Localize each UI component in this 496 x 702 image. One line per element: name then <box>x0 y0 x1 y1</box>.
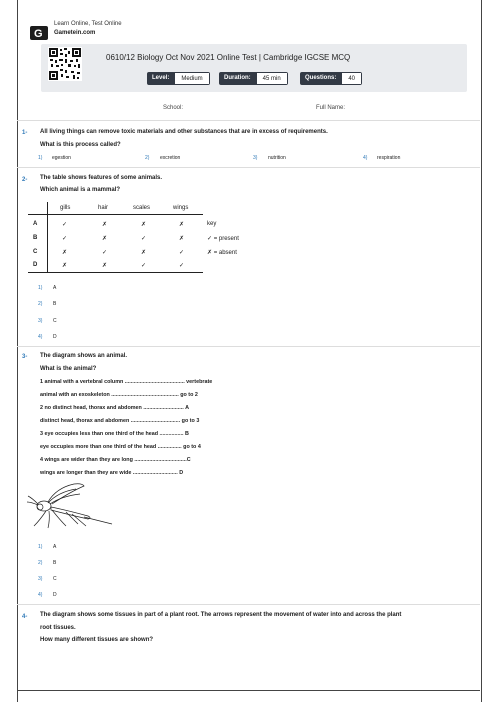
table-cell: ✗ <box>141 222 147 228</box>
table-cell: ✓ <box>179 250 185 256</box>
question-text: Which animal is a mammal? <box>40 187 121 193</box>
option-number: 3) <box>38 318 43 324</box>
key-line: 1 animal with a vertebral column ........................................ vertebrate <box>40 379 213 385</box>
option-excretion[interactable]: excretion <box>160 155 181 161</box>
full-name-field-label: Full Name: <box>316 105 346 111</box>
divider <box>17 346 480 347</box>
divider <box>17 604 480 605</box>
question-text: The diagram shows some tissues in part of a plant root. The arrows represent the movement of water into and across the plant <box>40 612 402 618</box>
option-number: 4) <box>363 155 368 161</box>
option-number: 3) <box>253 155 258 161</box>
option-nutrition[interactable]: nutrition <box>268 155 286 161</box>
option-respiration[interactable]: respiration <box>377 155 401 161</box>
table-cell: ✗ <box>102 263 108 269</box>
key-text: key <box>207 221 217 227</box>
key-line: animal with an exoskeleton ............................................. go to 2 <box>40 392 198 398</box>
duration-value: 45 min <box>256 72 288 85</box>
row-label: C <box>33 249 38 255</box>
key-line: eye occupies more than one third of the head ................ go to 4 <box>40 444 201 450</box>
option-number: 3) <box>38 576 43 582</box>
page-bottom-rule <box>17 690 480 691</box>
table-cell: ✓ <box>102 250 108 256</box>
table-rule <box>28 272 203 273</box>
option-number: 2) <box>38 301 43 307</box>
qr-code-icon <box>48 47 82 81</box>
table-cell: ✗ <box>102 236 108 242</box>
table-header: scales <box>133 205 151 211</box>
page-title: 0610/12 Biology Oct Nov 2021 Online Test | Cambridge IGCSE MCQ <box>106 53 351 62</box>
question-text: How many different tissues are shown? <box>40 637 154 643</box>
question-text: root tissues. <box>40 625 76 631</box>
svg-text:G: G <box>34 28 43 40</box>
option-number: 1) <box>38 285 43 291</box>
option-number: 4) <box>38 592 43 598</box>
questions-value: 40 <box>341 72 362 85</box>
level-value: Medium <box>174 72 209 85</box>
question-number: 1- <box>22 130 28 136</box>
option-number: 1) <box>38 155 43 161</box>
table-header: hair <box>98 205 109 211</box>
questions-badge <box>300 72 362 85</box>
option-c[interactable]: C <box>53 576 57 582</box>
table-cell: ✓ <box>62 222 68 228</box>
divider <box>17 167 480 168</box>
table-cell: ✓ <box>62 236 68 242</box>
page-frame <box>17 0 482 702</box>
row-label: B <box>33 235 38 241</box>
table-cell: ✗ <box>179 222 185 228</box>
option-c[interactable]: C <box>53 318 57 324</box>
key-line: distinct head, thorax and abdomen ................................. go to 3 <box>40 418 200 424</box>
row-label: D <box>33 262 38 268</box>
question-number: 3- <box>22 354 28 360</box>
table-header: wings <box>173 205 189 211</box>
option-b[interactable]: B <box>53 560 57 566</box>
table-cell: ✗ <box>62 263 68 269</box>
table-cell: ✗ <box>62 250 68 256</box>
table-header: gills <box>60 205 71 211</box>
duration-badge <box>219 72 288 85</box>
key-text: ✓ = present <box>207 236 239 242</box>
option-number: 2) <box>38 560 43 566</box>
key-text: ✗ = absent <box>207 250 237 256</box>
insect-diagram <box>26 480 116 530</box>
option-number: 4) <box>38 334 43 340</box>
brand-tagline: Learn Online, Test Online <box>54 21 122 27</box>
option-number: 1) <box>38 544 43 550</box>
table-cell: ✗ <box>141 250 147 256</box>
questions-label: Questions: <box>300 72 341 85</box>
question-text: What is the animal? <box>40 366 97 372</box>
option-a[interactable]: A <box>53 544 57 550</box>
question-text: All living things can remove toxic materials and other substances that are in excess of requirements. <box>40 129 328 135</box>
brand-site: Gametein.com <box>54 30 96 36</box>
table-cell: ✗ <box>179 236 185 242</box>
table-rule <box>47 202 48 272</box>
option-d[interactable]: D <box>53 334 57 340</box>
table-cell: ✗ <box>102 222 108 228</box>
divider <box>17 120 480 121</box>
key-line: 2 no distinct head, thorax and abdomen ........................... A <box>40 405 189 411</box>
key-line: wings are longer than they are wide .............................. D <box>40 470 184 476</box>
level-badge <box>147 72 210 85</box>
key-line: 4 wings are wider than they are long ...................................C <box>40 457 191 463</box>
table-rule <box>28 214 203 215</box>
key-line: 3 eye occupies less than one third of the head ................ B <box>40 431 189 437</box>
level-label: Level: <box>147 72 174 85</box>
table-cell: ✓ <box>141 236 147 242</box>
option-number: 2) <box>145 155 150 161</box>
gametein-logo-icon <box>30 26 48 40</box>
question-number: 2- <box>22 177 28 183</box>
row-label: A <box>33 221 38 227</box>
table-cell: ✓ <box>141 263 147 269</box>
option-d[interactable]: D <box>53 592 57 598</box>
table-cell: ✓ <box>179 263 185 269</box>
option-b[interactable]: B <box>53 301 57 307</box>
question-number: 4- <box>22 614 28 620</box>
question-text: What is this process called? <box>40 142 121 148</box>
duration-label: Duration: <box>219 72 256 85</box>
option-egestion[interactable]: egestion <box>52 155 71 161</box>
question-text: The table shows features of some animals. <box>40 175 163 181</box>
question-text: The diagram shows an animal. <box>40 353 128 359</box>
school-field-label: School: <box>163 105 184 111</box>
option-a[interactable]: A <box>53 285 57 291</box>
